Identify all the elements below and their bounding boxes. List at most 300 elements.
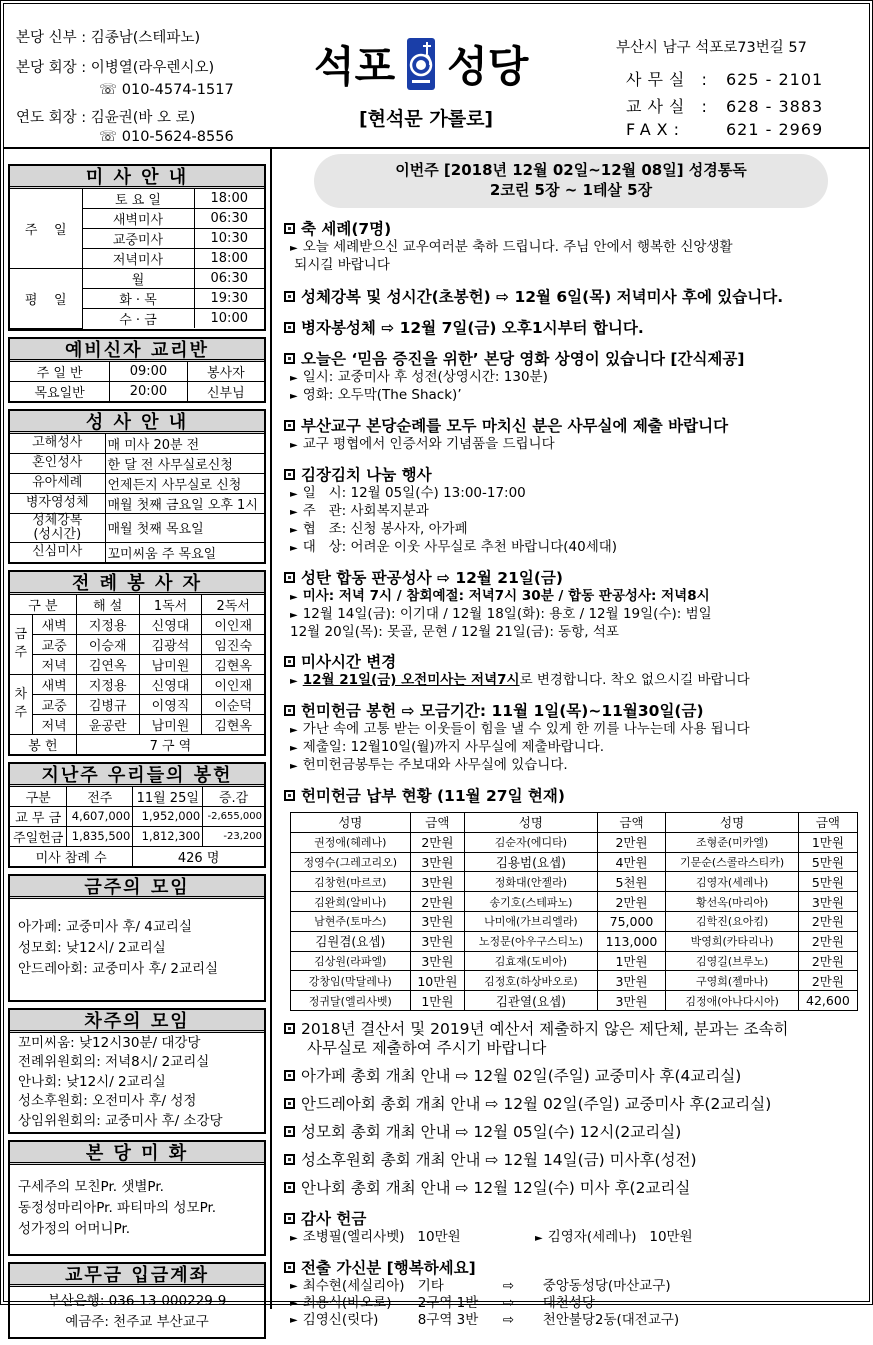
table-cell: 김창헌(마르코) <box>291 872 411 892</box>
table-cell: 2만원 <box>798 911 857 931</box>
table-cell: 김용범(요셉) <box>465 852 597 872</box>
triangle-bullet-icon: ► <box>290 525 298 536</box>
table-cell: 1독서 <box>139 595 202 615</box>
text-lines <box>10 1287 264 1337</box>
text-line: 성가정의 어머니Pr. <box>18 1221 131 1237</box>
notice-title <box>284 350 866 369</box>
notice-item <box>276 653 866 690</box>
donation-table <box>290 812 858 1011</box>
square-bullet-icon <box>284 1098 295 1109</box>
square-bullet-icon <box>284 1213 295 1224</box>
text-line: 예금주: 천주교 부산교구 <box>65 1314 209 1330</box>
table-cell: 혼인성사 <box>10 453 105 473</box>
notice-title-text: 성체강복 및 성시간(초봉헌) ⇨ 12월 6일(목) 저녁미사 후에 있습니다. <box>301 288 784 306</box>
table-cell: 3만원 <box>597 991 666 1011</box>
notice-title <box>284 787 866 806</box>
section-title: 미 사 안 내 <box>10 166 264 189</box>
offering-table <box>10 787 264 866</box>
notice-bullet <box>284 539 866 557</box>
table-cell: 강창임(막달레나) <box>291 971 411 991</box>
table-row <box>10 189 264 209</box>
notice-item <box>276 569 866 641</box>
right-column <box>276 154 866 1329</box>
altar-flowers <box>8 1140 266 1256</box>
notice-title-text: 사무실로 제출하여 주시기 바랍니다 <box>307 1038 547 1057</box>
table-cell: 김현옥 <box>202 654 264 674</box>
table-row <box>10 654 264 674</box>
next-week-meetings <box>8 1008 266 1135</box>
thanks-offering <box>276 1210 866 1247</box>
triangle-bullet-icon: ► <box>290 440 298 451</box>
table-cell: 5만원 <box>798 852 857 872</box>
notice-title-text: 헌미헌금 납부 현황 (11월 27일 현재) <box>301 787 565 805</box>
notice-title <box>284 1067 866 1086</box>
table-cell: 정귀달(엘리사벳) <box>291 991 411 1011</box>
table-cell: 1만원 <box>798 832 857 852</box>
this-week-meetings <box>8 874 266 1002</box>
table-cell: 교중 <box>32 634 76 654</box>
mass-name: 수 · 금 <box>82 309 194 329</box>
notice-item <box>276 1123 866 1142</box>
square-bullet-icon <box>284 1070 295 1081</box>
table-cell: 성체강복 (성시간) <box>10 513 105 542</box>
table-cell: 5천원 <box>597 872 666 892</box>
text-line: 구세주의 모친Pr. 샛별Pr. <box>18 1179 164 1195</box>
notice-title <box>284 1095 866 1114</box>
triangle-bullet-icon: ► <box>290 725 298 736</box>
table-cell: 20:00 <box>110 381 187 401</box>
bullet-text: 조병필(엘리사벳) 10만원 <box>302 1228 461 1245</box>
notice-title <box>284 702 866 721</box>
square-bullet-icon <box>284 1126 295 1137</box>
table-cell: 저녁 <box>32 654 76 674</box>
table-cell: 김연옥 <box>76 654 139 674</box>
notice-title-text: 아가페 총회 개최 안내 ⇨ 12월 02일(주일) 교중미사 후(4교리실) <box>301 1066 742 1085</box>
notice-title-text: 김장김치 나눔 행사 <box>301 466 432 484</box>
bullet-text: 일시: 교중미사 후 성전(상영시간: 130분) <box>302 369 548 385</box>
reading-passage: 2코린 5장 ~ 1테살 5장 <box>489 181 653 199</box>
mass-name: 화 · 목 <box>82 289 194 309</box>
table-cell: 교중 <box>32 694 76 714</box>
left-column <box>8 164 266 1345</box>
table-cell: 이순덕 <box>202 694 264 714</box>
notice-item <box>276 220 866 274</box>
section-title: 본 당 미 화 <box>10 1142 264 1165</box>
triangle-bullet-icon: ► <box>290 373 298 384</box>
table-cell: 성명 <box>291 813 411 833</box>
triangle-bullet-icon: ► <box>290 1232 298 1244</box>
table-cell: 남현주(토마스) <box>291 911 411 931</box>
table-cell: 김관열(요셉) <box>465 991 597 1011</box>
table-cell: 42,600 <box>798 991 857 1011</box>
patron-subtitle: [현석문 가롤로] <box>359 108 494 130</box>
transfer-cell: 대천성당 <box>542 1294 595 1311</box>
table-cell: 주 일 반 <box>10 362 110 382</box>
notice-item <box>276 1020 866 1058</box>
table-cell: 김광석 <box>139 634 202 654</box>
notice-bullet <box>284 757 866 775</box>
table-cell: 3만원 <box>410 931 465 951</box>
table-row <box>10 473 264 493</box>
table-cell: 윤공란 <box>76 714 139 734</box>
table-cell: 구영희(젤마나) <box>666 971 798 991</box>
table-cell: 지정용 <box>76 614 139 634</box>
table-cell: 해 설 <box>76 595 139 615</box>
column-divider <box>270 149 272 1309</box>
table-cell: 미사 참례 수 <box>10 846 133 866</box>
table-row <box>291 951 858 971</box>
table-cell: 신부님 <box>187 381 264 401</box>
pastor: 본당 신부 : 김종남(스테파노) <box>16 30 201 46</box>
notice-title-text: 성모회 총회 개최 안내 ⇨ 12월 05일(수) 12시(2교리실) <box>301 1122 682 1141</box>
transfer-cell: 8구역 3반 <box>417 1311 479 1328</box>
table-cell: 김효재(도비아) <box>465 951 597 971</box>
table-row <box>10 434 264 454</box>
table-cell: 이인재 <box>202 614 264 634</box>
table-cell: 2독서 <box>202 595 264 615</box>
table-row <box>10 634 264 654</box>
table-cell: 임진숙 <box>202 634 264 654</box>
triangle-bullet-icon: ► <box>290 676 298 687</box>
bullet-text: 12월 14일(금): 이기대 / 12월 18일(화): 용호 / 12월 19일(수): 범일 12월 20일(목): 못골, 문현 / 12월 21일(금): 동항, 석포 <box>290 606 712 640</box>
arrow-icon: ⇨ <box>502 1311 515 1328</box>
section-title: 성 사 안 내 <box>10 411 264 434</box>
table-cell: 1만원 <box>410 991 465 1011</box>
transfer-cell: 최용식(바오로) <box>302 1294 392 1311</box>
notices-b <box>276 1020 866 1329</box>
notice-title <box>284 1210 866 1229</box>
square-bullet-icon <box>284 291 295 302</box>
table-cell: 새벽 <box>32 674 76 694</box>
table-cell: 박영희(카타리나) <box>666 931 798 951</box>
table-cell: 남미원 <box>139 714 202 734</box>
notice-item <box>276 702 866 775</box>
notice-title-text: 안나회 총회 개최 안내 ⇨ 12월 12일(수) 미사 후(2교리실 <box>301 1178 691 1197</box>
section-title: 교무금 입금계좌 <box>10 1264 264 1287</box>
table-cell: 김원겸(요셉) <box>291 931 411 951</box>
notice-bullet <box>284 521 866 539</box>
reading-title: 이번주 [2018년 12월 02일~12월 08일] 성경통독 <box>395 161 747 179</box>
table-row <box>291 832 858 852</box>
table-cell: 3만원 <box>798 892 857 912</box>
table-cell: 1만원 <box>597 951 666 971</box>
table-cell: 새벽 <box>32 614 76 634</box>
notice-item <box>276 417 866 454</box>
chair-phone: ☏ 010-4574-1517 <box>99 82 234 98</box>
table-cell: 이승재 <box>76 634 139 654</box>
table-cell: 2만원 <box>798 951 857 971</box>
group-label: 평 일 <box>10 269 82 329</box>
transfer-row <box>284 1295 866 1312</box>
triangle-bullet-icon: ► <box>290 1280 298 1292</box>
mass-time: 06:30 <box>194 209 264 229</box>
table-cell: 꼬미씨움 주 목요일 <box>105 542 264 562</box>
table-cell: 김정애(아나다시아) <box>666 991 798 1011</box>
notice-title <box>284 417 866 436</box>
notice-title-text: 부산교구 본당순례를 모두 마치신 분은 사무실에 제출 바랍니다 <box>301 417 729 435</box>
text-line: 부산은행: 036-13-000229-9 <box>47 1293 227 1309</box>
table-row <box>291 971 858 991</box>
table-cell: 김완희(알비나) <box>291 892 411 912</box>
mass-time: 10:30 <box>194 229 264 249</box>
table-cell: 426 명 <box>133 846 264 866</box>
notice-item <box>276 319 866 338</box>
bullet-text: 영화: 오두막(The Shack)’ <box>302 387 462 403</box>
mass-time: 18:00 <box>194 189 264 209</box>
contact-label: FAX: <box>626 120 686 139</box>
notice-title <box>284 288 866 307</box>
table-cell: 정화대(안젤라) <box>465 872 597 892</box>
table-cell: 3만원 <box>410 872 465 892</box>
liturgy-table <box>10 595 264 754</box>
mass-time: 19:30 <box>194 289 264 309</box>
table-row <box>10 826 264 846</box>
section-title: 예비신자 교리반 <box>10 339 264 362</box>
table-cell: -23,200 <box>203 826 264 846</box>
text-line: 동정성마리아Pr. 파티마의 성모Pr. <box>18 1200 217 1216</box>
notice-item <box>276 787 866 806</box>
notice-bullet <box>284 721 866 739</box>
bullet-text: 교구 평협에서 인증서와 기념품을 드립니다 <box>302 436 555 452</box>
transfer-row <box>284 1278 866 1295</box>
table-cell: 2만원 <box>798 931 857 951</box>
square-bullet-icon <box>284 420 295 431</box>
notice-title <box>284 1123 866 1142</box>
notice-title-text: 성소후원회 총회 개최 안내 ⇨ 12월 14일(금) 미사후(성전) <box>301 1150 697 1169</box>
notice-title <box>284 569 866 588</box>
notice-bullet <box>284 503 866 521</box>
transfer-cell: 중앙동성당(마산교구) <box>542 1277 671 1294</box>
mass-name: 저녁미사 <box>82 249 194 269</box>
square-bullet-icon <box>284 322 295 333</box>
triangle-bullet-icon: ► <box>290 743 298 754</box>
title-left: 석포 <box>314 42 396 91</box>
donation-account <box>8 1262 266 1339</box>
notice-bullet <box>284 1229 866 1247</box>
table-cell: 1,835,500 <box>67 826 133 846</box>
bulletin-header <box>4 4 869 149</box>
table-cell: 1,952,000 <box>133 806 203 826</box>
square-bullet-icon <box>284 1182 295 1193</box>
table-cell: 황선옥(마리아) <box>666 892 798 912</box>
table-cell: 저녁 <box>32 714 76 734</box>
table-row <box>10 674 264 694</box>
table-row <box>10 453 264 473</box>
table-cell: 3만원 <box>410 852 465 872</box>
liturgy-servers <box>8 570 266 756</box>
bible-reading-banner <box>314 154 828 208</box>
table-cell: 2만원 <box>798 971 857 991</box>
square-bullet-icon <box>284 353 295 364</box>
notice-bullet <box>284 672 866 690</box>
transfer-cell: 2구역 1반 <box>417 1294 479 1311</box>
text-line: 상임위원회의: 교중미사 후/ 소강당 <box>18 1112 223 1129</box>
parish-chair: 본당 회장 : 이병열(라우렌시오) <box>16 60 215 76</box>
table-row <box>10 694 264 714</box>
notice-title-text: 오늘은 ‘믿음 증진을 위한’ 본당 영화 상영이 있습니다 [간식제공] <box>301 350 745 368</box>
arrow-icon: ⇨ <box>502 1294 515 1311</box>
bullet-text: 미사: 저녁 7시 / 참회예절: 저녁7시 30분 / 합동 판공성사: 저녁8시 <box>302 588 710 604</box>
mass-table <box>10 189 264 329</box>
table-cell: 매월 첫째 금요일 오후 1시 <box>105 493 264 513</box>
contact-teachers <box>626 94 823 117</box>
table-cell: 금액 <box>410 813 465 833</box>
notice-item <box>276 1179 866 1198</box>
table-cell: 김병규 <box>76 694 139 714</box>
mass-time: 18:00 <box>194 249 264 269</box>
triangle-bullet-icon: ► <box>290 610 298 621</box>
table-cell: 10만원 <box>410 971 465 991</box>
notice-bullet <box>284 739 866 757</box>
table-row <box>10 714 264 734</box>
bullet-text: 김영자(세레나) 10만원 <box>547 1228 693 1245</box>
notices-a <box>276 220 866 806</box>
table-cell: 75,000 <box>597 911 666 931</box>
table-cell: 봉 헌 <box>10 734 76 754</box>
bullet-text: 협 조: 신청 봉사자, 아가페 <box>302 521 468 537</box>
table-cell: 2만원 <box>410 892 465 912</box>
notice-title <box>284 1151 866 1170</box>
table-cell: 주일헌금 <box>10 826 67 846</box>
table-cell: 언제든지 사무실로 신청 <box>105 473 264 493</box>
text-line: 성모회: 낮12시/ 2교리실 <box>18 939 166 956</box>
notice-item <box>276 288 866 307</box>
table-cell: 구분 <box>10 787 67 807</box>
bullet-text: 로 변경합니다. 착오 없으시길 바랍니다 <box>519 672 750 688</box>
bullet-text: 일 시: 12월 05일(수) 13:00-17:00 <box>302 485 526 501</box>
table-cell: 이영직 <box>139 694 202 714</box>
square-bullet-icon <box>284 223 295 234</box>
contact-value: 628 - 3883 <box>726 97 824 116</box>
bullet-text: 주 관: 사회복지분과 <box>302 503 429 519</box>
table-cell: 병자영성체 <box>10 493 105 513</box>
table-row <box>10 513 264 542</box>
table-cell: 김순자(에디타) <box>465 832 597 852</box>
notice-bullet <box>284 369 866 387</box>
thanks-entry <box>535 1229 693 1247</box>
notice-title-text: 전출 가신분 [행복하세요] <box>301 1258 476 1277</box>
notice-title-text: 안드레아회 총회 개최 안내 ⇨ 12월 02일(주일) 교중미사 후(2교리실) <box>301 1094 772 1113</box>
contact-label: 사무실 : <box>626 70 713 89</box>
contact-fax <box>626 120 823 139</box>
text-line: 꼬미씨움: 낮12시30분/ 대강당 <box>18 1034 201 1051</box>
bullet-text: 대 상: 어려운 이웃 사무실로 추천 바랍니다(40세대) <box>302 539 618 555</box>
square-bullet-icon <box>284 790 295 801</box>
mass-time: 06:30 <box>194 269 264 289</box>
table-cell: 김정호(하상바오로) <box>465 971 597 991</box>
text-lines <box>10 899 264 1000</box>
table-row <box>10 542 264 562</box>
notice-bullet <box>284 239 866 274</box>
contact-value: 621 - 2969 <box>726 120 824 139</box>
transfer-cell: 최수현(세실리아) <box>302 1277 405 1294</box>
table-cell: 09:00 <box>110 362 187 382</box>
table-cell: 구 분 <box>10 595 76 615</box>
table-cell: 매월 첫째 목요일 <box>105 513 264 542</box>
mass-schedule <box>8 164 266 331</box>
notice-title <box>284 1259 866 1278</box>
group-label: 차 주 <box>10 674 32 734</box>
bullet-text: 오늘 세례받으신 교우여러분 축하 드립니다. 주님 안에서 행복한 신앙생활 되시길 바랍니다 <box>294 239 733 273</box>
transfer-cell: 천안불당2동(대전교구) <box>542 1311 680 1328</box>
notice-title-text: 병자봉성체 ⇨ 12월 7일(금) 오후1시부터 합니다. <box>301 319 644 337</box>
triangle-bullet-icon: ► <box>290 543 298 554</box>
notice-title <box>284 466 866 485</box>
contact-value: 625 - 2101 <box>726 70 824 89</box>
yeondo-phone: ☏ 010-5624-8556 <box>99 129 234 145</box>
table-row <box>291 852 858 872</box>
square-bullet-icon <box>284 1023 295 1034</box>
last-week-offering <box>8 762 266 868</box>
notice-title-text: 2018년 결산서 및 2019년 예산서 제출하지 않은 제단체, 분과는 조속히 <box>301 1019 789 1038</box>
section-title: 전 례 봉 사 자 <box>10 572 264 595</box>
notice-item <box>276 350 866 405</box>
table-cell: 나미애(가브리엘라) <box>465 911 597 931</box>
table-cell: 송기호(스테파노) <box>465 892 597 912</box>
catechism-class <box>8 337 266 403</box>
table-cell: 증.감 <box>203 787 264 807</box>
group-label: 주 일 <box>10 189 82 269</box>
table-cell: 신심미사 <box>10 542 105 562</box>
square-bullet-icon <box>284 1262 295 1273</box>
table-cell: 유아세례 <box>10 473 105 493</box>
mass-name: 토 요 일 <box>82 189 194 209</box>
transfer-cell: 김영신(릿다) <box>302 1311 379 1328</box>
mass-time: 10:00 <box>194 309 264 329</box>
table-footer <box>10 734 264 754</box>
yeondo-chair: 연도 회장 : 김윤권(바 오 로) <box>16 110 196 126</box>
sacrament-info <box>8 409 266 564</box>
table-cell: 신영대 <box>139 674 202 694</box>
square-bullet-icon <box>284 469 295 480</box>
table-row <box>291 872 858 892</box>
table-cell: 지정용 <box>76 674 139 694</box>
text-line: 성소후원회: 오전미사 후/ 성정 <box>18 1093 197 1109</box>
notice-bullet <box>284 387 866 405</box>
table-cell: 113,000 <box>597 931 666 951</box>
table-cell: 김학진(요아킴) <box>666 911 798 931</box>
notice-title <box>284 220 866 239</box>
sacrament-table <box>10 434 264 562</box>
notice-title-text: 축 세례(7명) <box>301 220 392 238</box>
bullet-text: 가난 속에 고통 받는 이웃들이 힘을 낼 수 있게 한 끼를 나누는데 사용 됩니다 <box>302 721 750 737</box>
notice-item <box>276 466 866 557</box>
table-cell: 조형준(미카엘) <box>666 832 798 852</box>
notice-bullet <box>284 606 866 641</box>
table-cell: 2만원 <box>597 892 666 912</box>
table-cell: 금액 <box>798 813 857 833</box>
triangle-bullet-icon: ► <box>290 489 298 500</box>
notice-title <box>284 653 866 672</box>
table-cell: 봉사자 <box>187 362 264 382</box>
bullet-text: 제출일: 12월10일(월)까지 사무실에 제출바랍니다. <box>302 739 605 755</box>
table-header <box>291 813 858 833</box>
section-title: 지난주 우리들의 봉헌 <box>10 764 264 787</box>
table-cell: 3만원 <box>597 971 666 991</box>
table-row <box>291 931 858 951</box>
table-row <box>10 787 264 807</box>
table-cell: 목요일반 <box>10 381 110 401</box>
table-cell: 성명 <box>666 813 798 833</box>
title-right: 성당 <box>447 42 529 91</box>
square-bullet-icon <box>284 572 295 583</box>
notice-bullet <box>284 436 866 454</box>
table-cell: 7 구 역 <box>76 734 264 754</box>
arrow-icon: ⇨ <box>502 1277 515 1294</box>
catechism-table <box>10 362 264 401</box>
church-logo-icon <box>407 38 435 90</box>
bullet-text: 12월 21일(금) 오전미사는 저녁7시 <box>302 672 520 688</box>
